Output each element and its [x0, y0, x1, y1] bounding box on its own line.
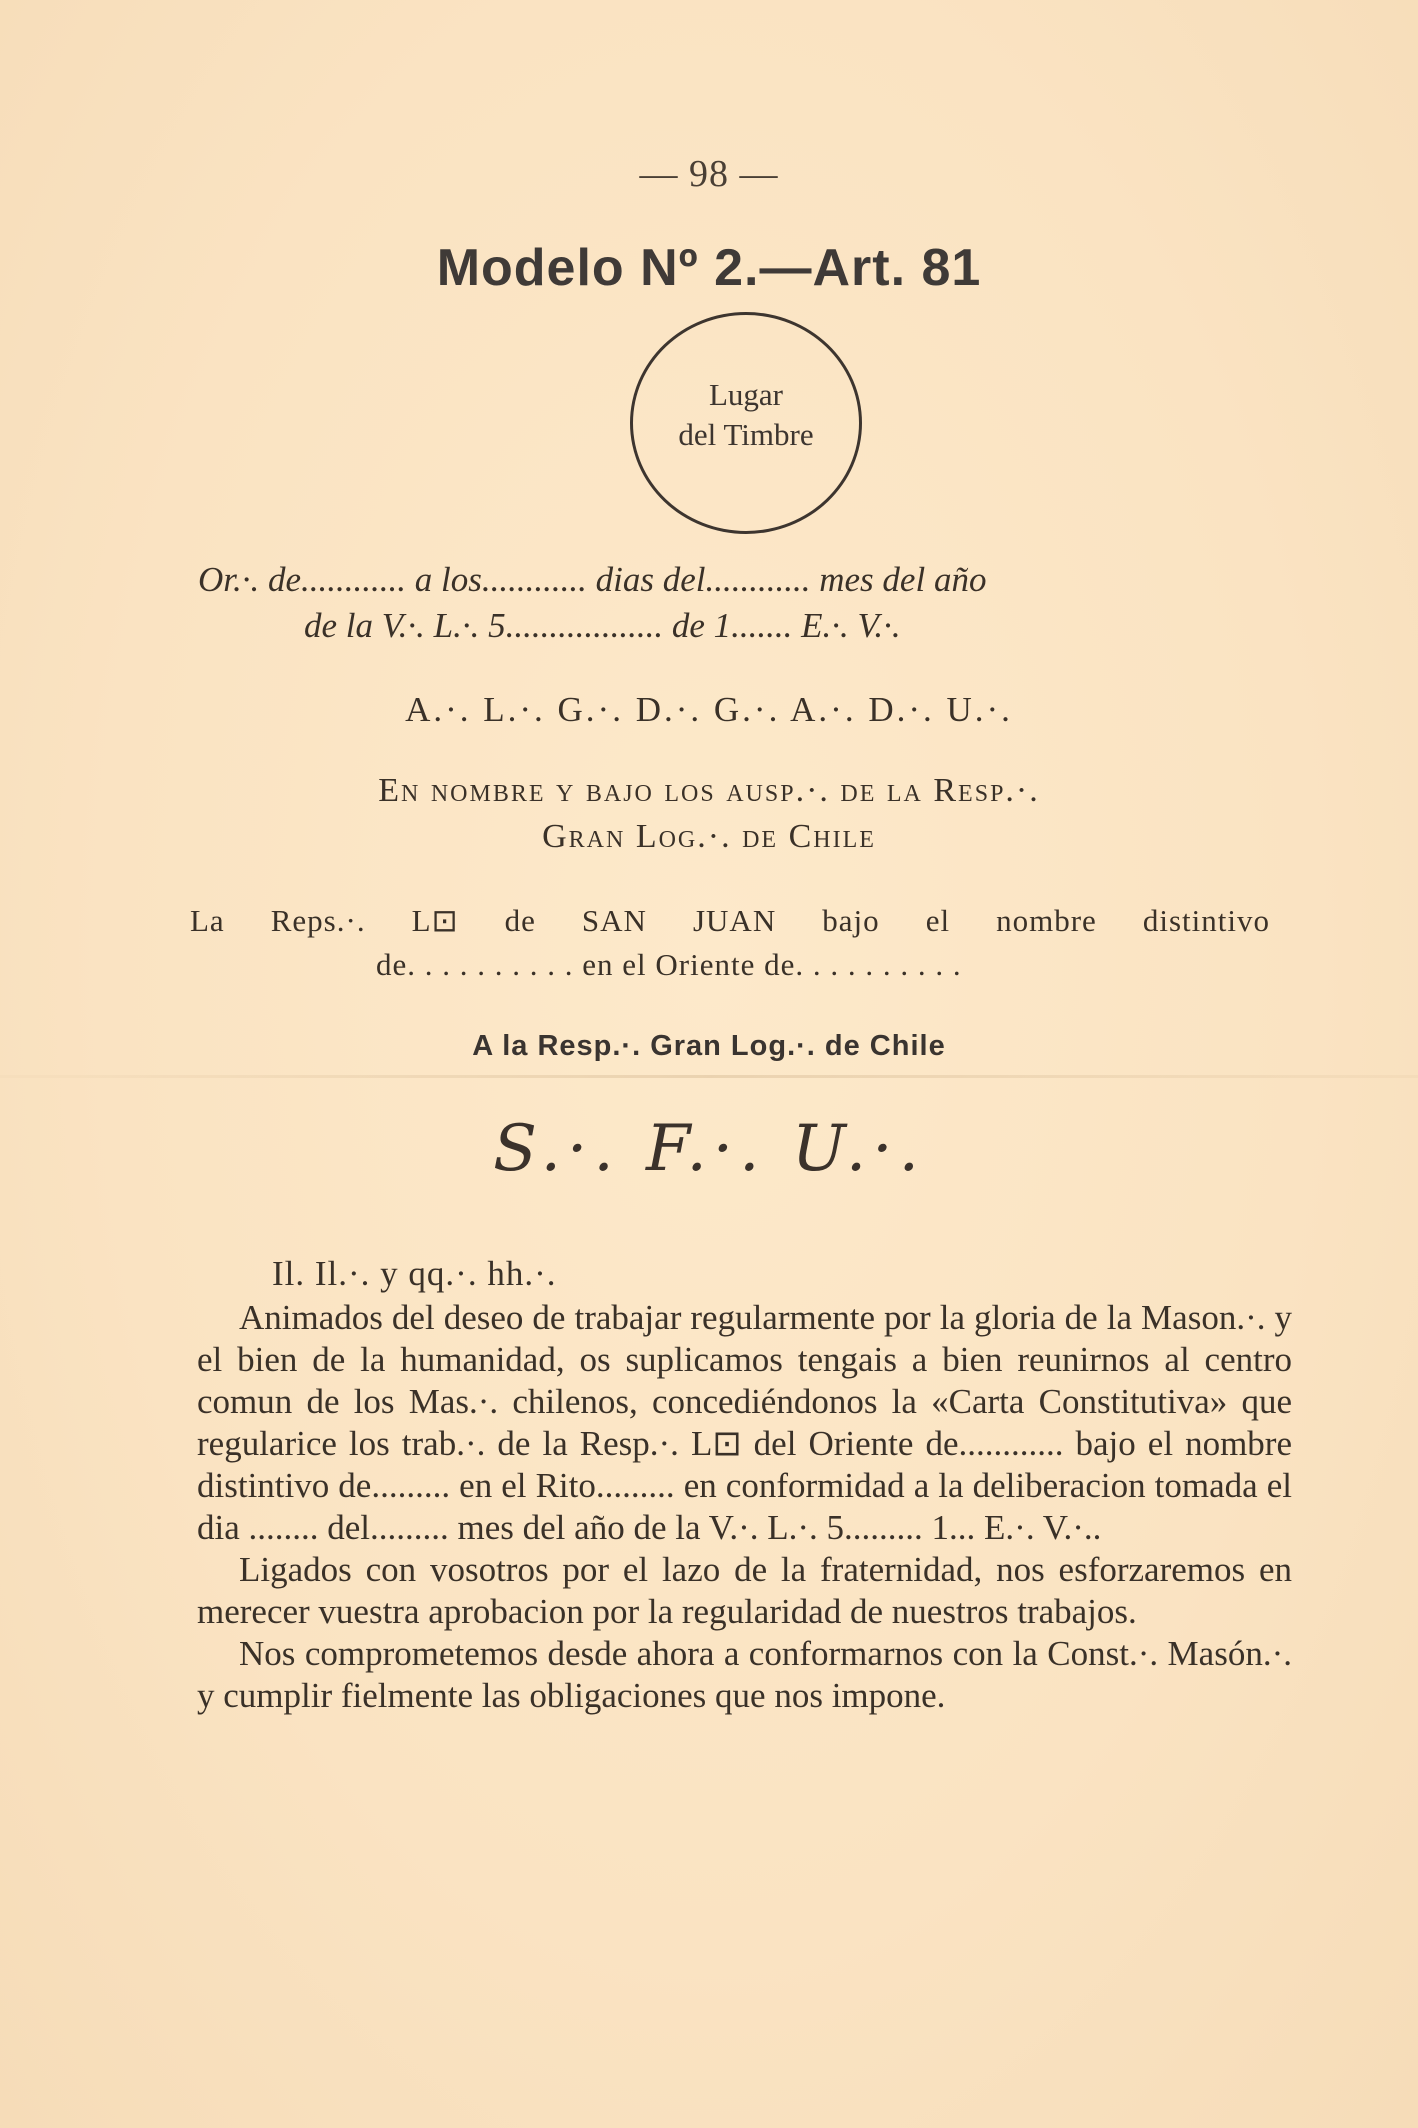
auspices-line-2: Gran Log.·. de Chile [542, 818, 876, 855]
stamp-label [633, 375, 859, 455]
document-title: Modelo Nº 2.—Art. 81 [436, 239, 982, 297]
addressee-line: A la Resp.·. Gran Log.·. de Chile [472, 1030, 946, 1062]
letter-body [197, 1253, 1292, 1717]
stamp-label-line-2: del Timbre [678, 417, 814, 452]
salutation: Il. Il.·. y qq.·. hh.·. [272, 1254, 557, 1293]
lodge-line-1: La Reps.·. L⊡ de SAN JUAN bajo el nombre distintivo [190, 903, 1270, 938]
invocation-line: A.·. L.·. G.·. D.·. G.·. A.·. D.·. U.·. [405, 690, 1013, 729]
lodge-line-2: de. . . . . . . . . . en el Oriente de. . . . . . . . . . [376, 947, 962, 982]
paragraph-1: Animados del deseo de trabajar regularmente por la gloria de la Mason.·. y el bien de la humanidad, os suplicamos tengais a bien reunirnos al centro comun de los Mas.·. chilenos, concediéndonos la «Carta Constitutiva» que regularice los trab.·. de la Resp.·. L⊡ del Oriente de............ bajo el nombre distintivo de......... en el Rito......... en conformidad a la deliberacion tomada el dia ........ del......... mes del año de la V.·. L.·. 5......... 1... E.·. V.·.. [197, 1298, 1292, 1547]
date-line-1: Or.·. de............ a los............ dias del............ mes del año [198, 560, 987, 599]
script-initials: S.·. F.·. U.·. [493, 1112, 925, 1186]
page-number: — 98 — [639, 153, 779, 195]
paragraph-2: Ligados con vosotros por el lazo de la fraternidad, nos esforzaremos en merecer vuestra aprobacion por la regularidad de nuestros trabajos. [197, 1550, 1292, 1631]
auspices-line-1: En nombre y bajo los ausp.·. de la Resp.·. [378, 772, 1040, 809]
date-line-2: de la V.·. L.·. 5.................. de 1....... E.·. V.·. [304, 606, 901, 645]
page-fold-divider [0, 1075, 1418, 1078]
paragraph-3: Nos comprometemos desde ahora a conformarnos con la Const.·. Masón.·. y cumplir fielmente las obligaciones que nos impone. [197, 1634, 1292, 1715]
stamp-placeholder-circle [630, 312, 862, 534]
stamp-label-line-1: Lugar [708, 377, 784, 412]
